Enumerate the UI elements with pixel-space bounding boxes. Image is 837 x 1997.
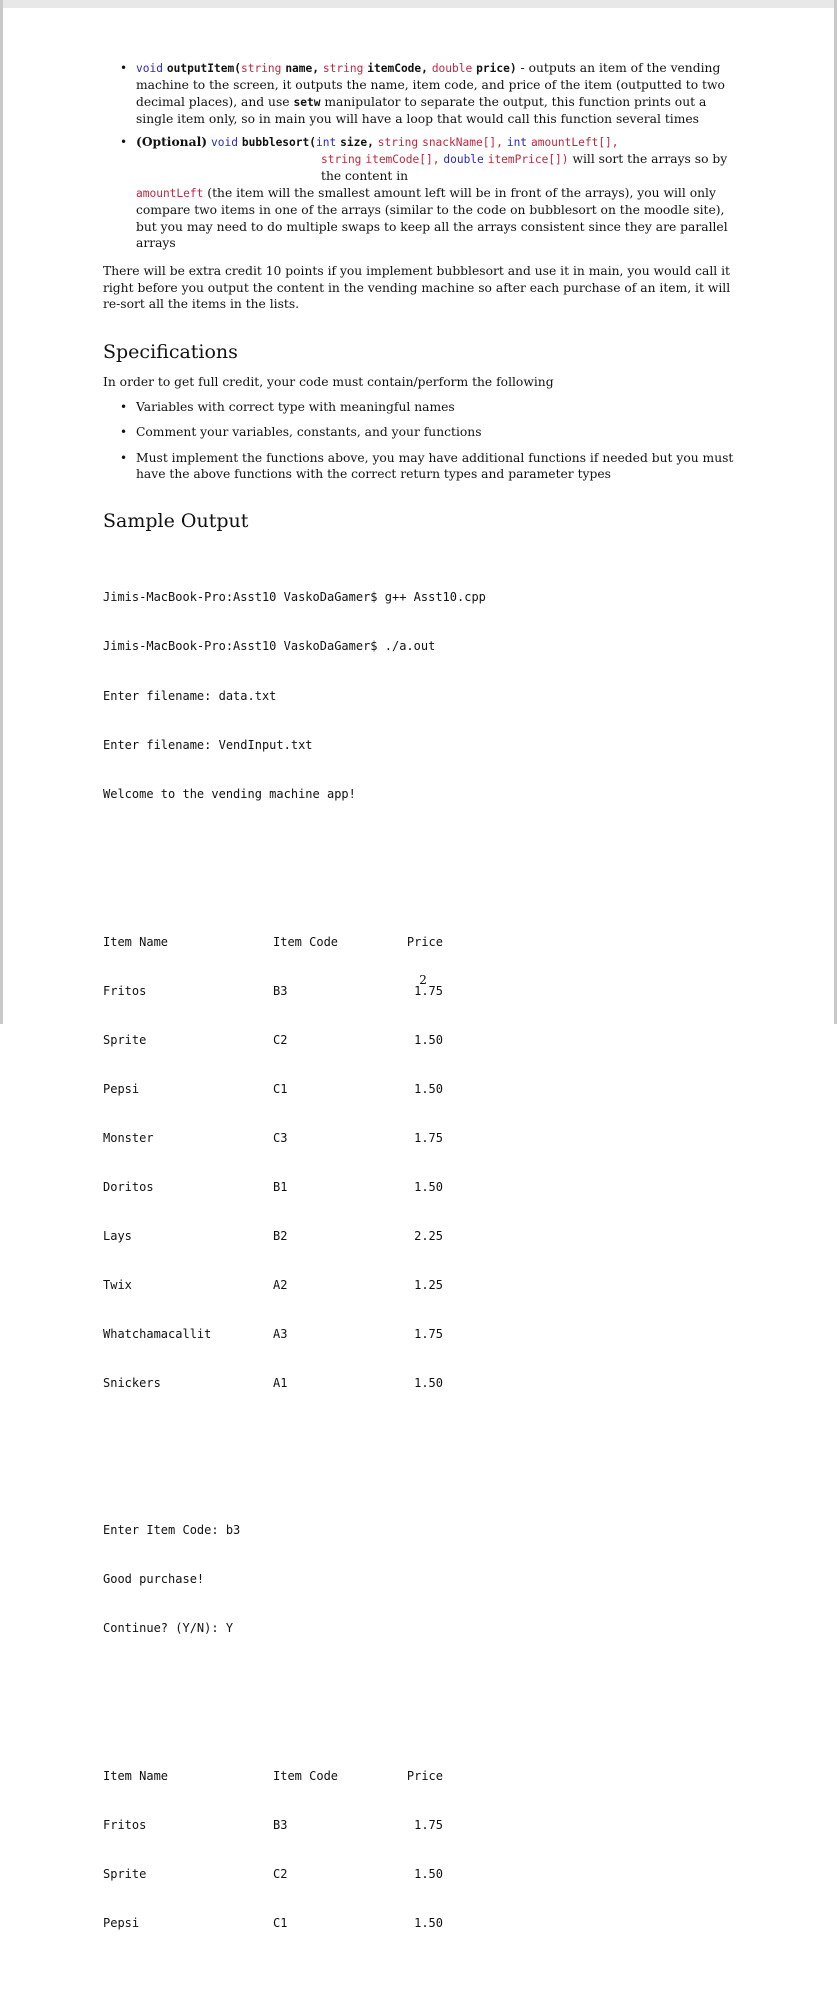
sample-output-heading: Sample Output <box>103 510 249 533</box>
spec-item: • Comment your variables, constants, and your functions <box>120 425 482 440</box>
specifications-list <box>103 399 743 483</box>
spec-item: • Variables with correct type with meaningful names <box>120 399 455 414</box>
specifications-heading: Specifications <box>103 340 238 363</box>
sample-terminal-output <box>103 556 743 1997</box>
terminal-line: Jimis-MacBook-Pro:Asst10 VaskoDaGamer$ g++ Asst10.cpp <box>103 590 486 605</box>
table-row: Snickers A1 1.50 <box>103 1375 443 1390</box>
table-row: Fritos B3 1.75 <box>103 983 443 998</box>
extra-credit-paragraph: There will be extra credit 10 points if you implement bubblesort and use it in main, you would call it right before you output the content in the vending machine so after each purchase of an item, it will re-sort all the items in the lists. <box>103 264 731 312</box>
terminal-line: Enter filename: data.txt <box>103 688 277 703</box>
table-row: Monster C3 1.75 <box>103 1130 443 1145</box>
terminal-line: Good purchase! <box>103 1572 205 1587</box>
terminal-line: Enter filename: VendInput.txt <box>103 737 313 752</box>
table-row: Pepsi C1 1.50 <box>103 1081 443 1096</box>
table-row: Sprite C2 1.50 <box>103 1032 443 1047</box>
terminal-line: Welcome to the vending machine app! <box>103 786 356 801</box>
viewer-top-edge <box>0 0 837 8</box>
spec-item: • Must implement the functions above, you may have additional functions if needed but you must have the above functions with the correct return types and parameter types <box>120 450 734 481</box>
table-row: Doritos B1 1.50 <box>103 1179 443 1194</box>
table-row: Twix A2 1.25 <box>103 1277 443 1292</box>
table-row: Pepsi C1 1.50 <box>103 1916 443 1931</box>
vending-table-2 <box>103 1735 743 1964</box>
table-row: Sprite C2 1.50 <box>103 1867 443 1882</box>
table-row: Fritos B3 1.75 <box>103 1818 443 1833</box>
specifications-intro: In order to get full credit, your code must contain/perform the following <box>103 374 554 389</box>
bullet-dot: • <box>120 61 128 75</box>
table-header-row: Item Name Item Code Price <box>103 1769 443 1784</box>
viewer-left-edge <box>0 0 3 1024</box>
document-page <box>103 60 743 1997</box>
table-header-row: Item Name Item Code Price <box>103 934 443 949</box>
output-item-bullet: • void outputItem(string name, string itemCode, double price) - outputs an item of the vending machine to the screen, it outputs the name, item code, and price of the item (outputted to two decimal places), and use setw manipulator to separate the output, this function prints out a single item only, so in main you will have a loop that would call this function several times <box>120 61 725 127</box>
table-row: Whatchamacallit A3 1.75 <box>103 1326 443 1341</box>
function-bullets <box>103 60 743 251</box>
bullet-dot: • <box>120 134 128 149</box>
table-row: Lays B2 2.25 <box>103 1228 443 1243</box>
terminal-line: Enter Item Code: b3 <box>103 1522 241 1537</box>
page-number: 2 <box>419 973 427 987</box>
terminal-line: Jimis-MacBook-Pro:Asst10 VaskoDaGamer$ ./a.out <box>103 639 436 654</box>
bubblesort-bullet: • (Optional) void bubblesort(int size, string snackName[], int amountLeft[], string itemCode[], double itemPrice[]) will sort the arrays so by the content in amountLeft (the item will the smallest amount left will be in front of the arrays), you will only compare two items in one of the arrays (similar to the code on bubblesort on the moodle site), but you may need to do multiple swaps to keep all the arrays consistent since they are parallel arrays <box>120 133 728 251</box>
terminal-line: Continue? (Y/N): Y <box>103 1621 234 1636</box>
